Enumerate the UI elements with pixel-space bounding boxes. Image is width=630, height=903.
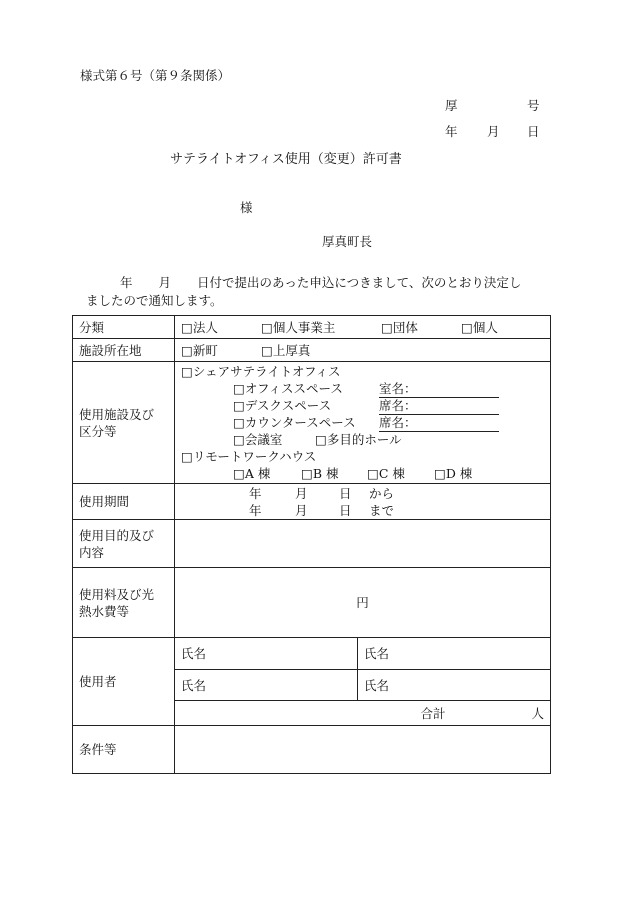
conditions-row: [73, 726, 551, 774]
checkbox-icon: □: [461, 319, 473, 335]
user-name-field[interactable]: 氏名: [175, 638, 358, 669]
purpose-label: 使用目的及び 内容: [73, 520, 175, 568]
category-option-corporation[interactable]: □法人: [181, 319, 218, 335]
desk-seat-name-field[interactable]: 席名：: [379, 397, 499, 415]
location-label: 施設所在地: [73, 339, 175, 362]
checkbox-icon: □: [233, 415, 245, 430]
meeting-room-option[interactable]: □会議室: [233, 432, 283, 447]
period-label: 使用期間: [73, 484, 175, 520]
checkbox-icon: □: [181, 319, 193, 335]
document-number-suffix: 号: [527, 98, 540, 113]
building-b-option[interactable]: □B 棟: [301, 466, 339, 481]
document-title: サテライトオフィス使用（変更）許可書: [170, 152, 402, 167]
counter-space-option[interactable]: □カウンタースペース 席名：: [181, 414, 544, 431]
users-total-label: 合計: [420, 705, 446, 721]
conditions-label: 条件等: [73, 726, 175, 774]
fee-field[interactable]: [175, 568, 551, 638]
counter-seat-name-field[interactable]: 席名：: [379, 414, 499, 432]
period-row: [73, 484, 551, 520]
building-d-option[interactable]: □D 棟: [434, 466, 473, 481]
facility-label: 使用施設及び 区分等: [73, 362, 175, 484]
checkbox-icon: □: [381, 319, 393, 335]
period-end: 年 月 日 まで: [249, 502, 395, 518]
intro-year: 年: [120, 275, 133, 290]
checkbox-icon: □: [181, 364, 193, 379]
checkbox-icon: □: [367, 466, 379, 481]
addressee-suffix: 様: [240, 200, 253, 215]
intro-month: 月: [158, 275, 172, 290]
form-number: 様式第６号（第９条関係）: [80, 68, 231, 83]
issue-date-year: 年: [445, 124, 458, 139]
issuer-name: 厚真町長: [322, 234, 373, 249]
issue-date-day: 日: [527, 124, 540, 139]
period-fields[interactable]: [175, 484, 551, 520]
users-row-1: [73, 638, 551, 670]
issue-date-month: 月: [487, 124, 500, 139]
users-label: 使用者: [73, 638, 175, 726]
document-number-prefix: 厚: [445, 98, 458, 113]
checkbox-icon: □: [233, 398, 245, 413]
user-name-field[interactable]: 氏名: [175, 670, 358, 700]
conditions-field[interactable]: [175, 726, 551, 774]
checkbox-icon: □: [181, 449, 193, 464]
users-names-1: [175, 638, 551, 670]
checkbox-icon: □: [181, 342, 193, 358]
category-label: 分類: [73, 316, 175, 339]
fee-label: 使用料及び光 熱水費等: [73, 568, 175, 638]
building-options: [181, 465, 544, 482]
checkbox-icon: □: [261, 342, 273, 358]
building-a-option[interactable]: □A 棟: [233, 466, 271, 481]
checkbox-icon: □: [233, 466, 245, 481]
category-row: [73, 316, 551, 339]
fee-row: [73, 568, 551, 638]
multi-purpose-hall-option[interactable]: □多目的ホール: [315, 432, 402, 447]
checkbox-icon: □: [233, 381, 245, 396]
user-name-field[interactable]: 氏名: [364, 646, 390, 661]
category-option-group[interactable]: □団体: [381, 319, 418, 335]
intro-line-2: ましたので通知します。: [86, 293, 223, 308]
facility-row: [73, 362, 551, 484]
building-c-option[interactable]: □C 棟: [367, 466, 405, 481]
office-room-name-field[interactable]: 室名：: [379, 380, 499, 398]
office-space-option[interactable]: □オフィススペース 室名：: [181, 380, 544, 397]
facility-options: [175, 362, 551, 484]
category-option-individual[interactable]: □個人: [461, 319, 498, 335]
checkbox-icon: □: [301, 466, 313, 481]
meeting-options: [181, 431, 544, 448]
category-option-sole-proprietor[interactable]: □個人事業主: [261, 319, 336, 335]
intro-text-1: 日付で提出のあった申込につきまして、次のとおり決定し: [197, 275, 522, 290]
purpose-field[interactable]: [175, 520, 551, 568]
checkbox-icon: □: [434, 466, 446, 481]
users-total-field[interactable]: [175, 701, 551, 726]
permit-table: [72, 315, 551, 774]
category-options: [175, 316, 551, 339]
shared-office-option[interactable]: □シェアサテライトオフィス: [181, 364, 341, 379]
users-total-unit: 人: [531, 705, 544, 721]
desk-space-option[interactable]: □デスクスペース 席名：: [181, 397, 544, 414]
intro-line-1: [80, 273, 521, 291]
remote-work-house-option[interactable]: □リモートワークハウス: [181, 449, 317, 464]
users-names-2: [175, 670, 551, 701]
checkbox-icon: □: [233, 432, 245, 447]
location-options: [175, 339, 551, 362]
purpose-row: [73, 520, 551, 568]
location-row: [73, 339, 551, 362]
fee-unit: 円: [356, 595, 369, 610]
location-option-kamiatsuma[interactable]: □上厚真: [261, 342, 311, 358]
user-name-field[interactable]: 氏名: [364, 677, 390, 693]
checkbox-icon: □: [315, 432, 327, 447]
period-start: 年 月 日 から: [249, 485, 395, 501]
location-option-shinmachi[interactable]: □新町: [181, 342, 218, 358]
checkbox-icon: □: [261, 319, 273, 335]
